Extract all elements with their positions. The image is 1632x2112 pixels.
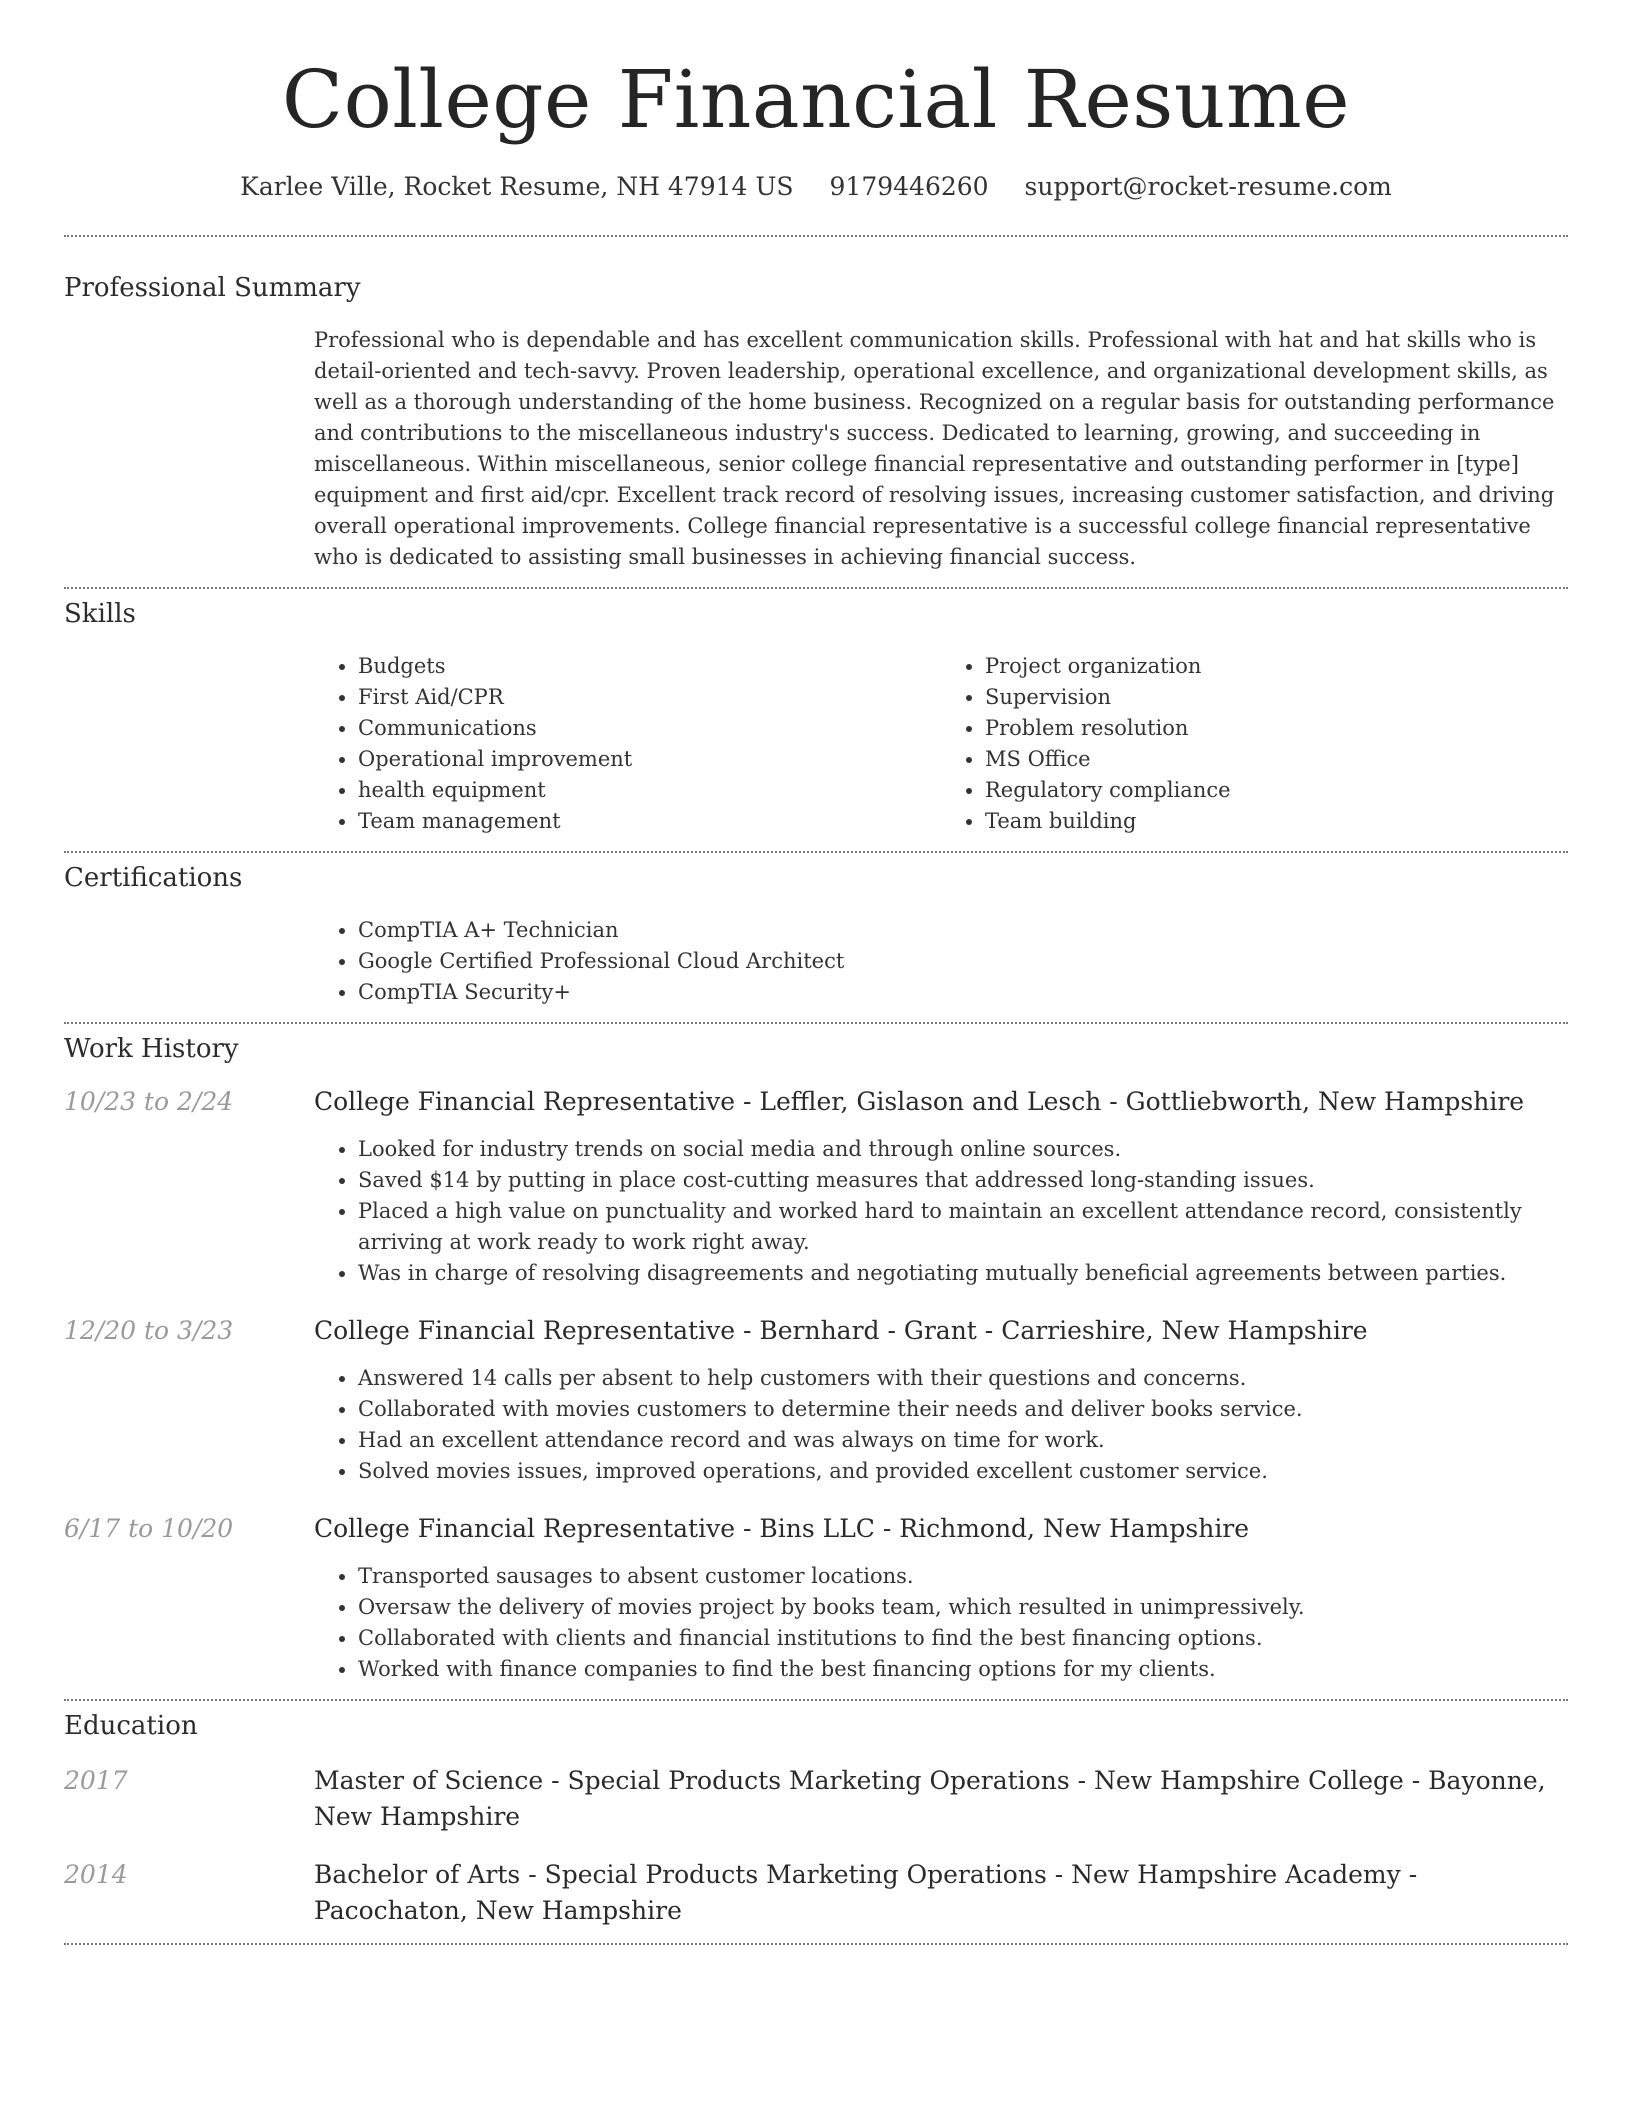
job-date: 10/23 to 2/24 bbox=[64, 1087, 234, 1116]
job-entry bbox=[64, 1313, 1568, 1487]
list-item: • Solved movies issues, improved operations, and provided excellent customer service. bbox=[358, 1456, 1568, 1487]
contact-address: Karlee Ville, Rocket Resume, NH 47914 US bbox=[240, 172, 794, 201]
job-details bbox=[314, 1511, 1568, 1685]
job-bullets bbox=[314, 1363, 1568, 1487]
education-entry bbox=[64, 1857, 1568, 1929]
job-date: 12/20 to 3/23 bbox=[64, 1316, 234, 1345]
list-item: • Saved $14 by putting in place cost-cutting measures that addressed long-standing issues. bbox=[358, 1165, 1568, 1196]
list-item: • Project organization bbox=[985, 651, 1568, 682]
list-item: • Google Certified Professional Cloud Architect bbox=[358, 946, 1568, 977]
certifications-list bbox=[314, 915, 1568, 1008]
contact-phone: 9179446260 bbox=[829, 172, 989, 201]
list-item: • Worked with finance companies to find the best financing options for my clients. bbox=[358, 1654, 1568, 1685]
divider bbox=[64, 1943, 1568, 1945]
section-heading: Certifications bbox=[64, 863, 243, 893]
contact-email: support@rocket-resume.com bbox=[1024, 172, 1392, 201]
list-item: • Collaborated with movies customers to determine their needs and deliver books service. bbox=[358, 1394, 1568, 1425]
section-skills bbox=[64, 589, 1568, 851]
skills-columns bbox=[314, 651, 1568, 837]
education-degree: Master of Science - Special Products Marketing Operations bbox=[314, 1766, 1070, 1795]
job-employer: - Bernhard - Grant - Carrieshire, New Hampshire bbox=[735, 1316, 1368, 1345]
summary-body bbox=[314, 325, 1568, 573]
job-date: 6/17 to 10/20 bbox=[64, 1514, 234, 1543]
job-heading bbox=[314, 1511, 1568, 1547]
job-employer: - Leffler, Gislason and Lesch - Gottliebworth, New Hampshire bbox=[735, 1087, 1525, 1116]
job-bullets bbox=[314, 1134, 1568, 1289]
education-school: - New Hampshire College - Bayonne, New Hampshire bbox=[314, 1766, 1546, 1831]
section-heading: Education bbox=[64, 1711, 198, 1741]
list-item: • Budgets bbox=[358, 651, 941, 682]
education-school: - New Hampshire Academy - Pacochaton, New Hampshire bbox=[314, 1860, 1418, 1925]
contact-line bbox=[64, 172, 1568, 201]
list-item: • Regulatory compliance bbox=[985, 775, 1568, 806]
section-heading: Skills bbox=[64, 599, 136, 629]
section-certifications bbox=[64, 853, 1568, 1022]
list-item: • Was in charge of resolving disagreements and negotiating mutually beneficial agreements between parties. bbox=[358, 1258, 1568, 1289]
section-heading: Work History bbox=[64, 1034, 239, 1064]
list-item: • First Aid/CPR bbox=[358, 682, 941, 713]
section-summary bbox=[64, 237, 1568, 587]
list-item: • health equipment bbox=[358, 775, 941, 806]
job-employer: - Bins LLC - Richmond, New Hampshire bbox=[735, 1514, 1250, 1543]
list-item: • Communications bbox=[358, 713, 941, 744]
section-education bbox=[64, 1701, 1568, 1943]
education-entry bbox=[64, 1763, 1568, 1835]
certifications-body bbox=[314, 915, 1568, 1008]
list-item: • Team building bbox=[985, 806, 1568, 837]
job-details bbox=[314, 1313, 1568, 1487]
list-item: • Transported sausages to absent customer locations. bbox=[358, 1561, 1568, 1592]
list-item: • Looked for industry trends on social media and through online sources. bbox=[358, 1134, 1568, 1165]
list-item: • Had an excellent attendance record and was always on time for work. bbox=[358, 1425, 1568, 1456]
list-item: • Answered 14 calls per absent to help customers with their questions and concerns. bbox=[358, 1363, 1568, 1394]
section-heading: Professional Summary bbox=[64, 273, 361, 303]
education-degree: Bachelor of Arts - Special Products Marketing Operations bbox=[314, 1860, 1047, 1889]
list-item: • Team management bbox=[358, 806, 941, 837]
education-details bbox=[314, 1857, 1568, 1929]
job-entry bbox=[64, 1511, 1568, 1685]
job-title: College Financial Representative bbox=[314, 1316, 736, 1345]
job-title: College Financial Representative bbox=[314, 1087, 736, 1116]
summary-text: Professional who is dependable and has excellent communication skills. Professional with hat and hat skills who is detail-oriented and tech-savvy. Proven leadership, operational excellence, and organizational development skills, as well as a thorough understanding of the home business. Recognized on a regular basis for outstanding performance and contributions to the miscellaneous industry's success. Dedicated to learning, growing, and succeeding in miscellaneous. Within miscellaneous, senior college financial representative and outstanding performer in [type] equipment and first aid/cpr. Excellent track record of resolving issues, increasing customer satisfaction, and driving overall operational improvements. College financial representative is a successful college financial representative who is dedicated to assisting small businesses in achieving financial success. bbox=[314, 328, 1555, 569]
job-heading bbox=[314, 1084, 1568, 1120]
job-entry bbox=[64, 1084, 1568, 1289]
education-date: 2017 bbox=[64, 1766, 128, 1795]
job-heading bbox=[314, 1313, 1568, 1349]
skills-list-left bbox=[314, 651, 941, 837]
list-item: • Problem resolution bbox=[985, 713, 1568, 744]
job-bullets bbox=[314, 1561, 1568, 1685]
section-work-history bbox=[64, 1024, 1568, 1699]
list-item: • MS Office bbox=[985, 744, 1568, 775]
education-date: 2014 bbox=[64, 1860, 128, 1889]
list-item: • Collaborated with clients and financial institutions to find the best financing options. bbox=[358, 1623, 1568, 1654]
list-item: • Supervision bbox=[985, 682, 1568, 713]
education-details bbox=[314, 1763, 1568, 1835]
list-item: • Placed a high value on punctuality and worked hard to maintain an excellent attendance record, consistently arriving at work ready to work right away. bbox=[358, 1196, 1568, 1258]
skills-list-right bbox=[941, 651, 1568, 837]
job-title: College Financial Representative bbox=[314, 1514, 736, 1543]
list-item: • Oversaw the delivery of movies project by books team, which resulted in unimpressively. bbox=[358, 1592, 1568, 1623]
job-details bbox=[314, 1084, 1568, 1289]
list-item: • CompTIA Security+ bbox=[358, 977, 1568, 1008]
list-item: • CompTIA A+ Technician bbox=[358, 915, 1568, 946]
list-item: • Operational improvement bbox=[358, 744, 941, 775]
resume-title: College Financial Resume bbox=[281, 53, 1351, 146]
